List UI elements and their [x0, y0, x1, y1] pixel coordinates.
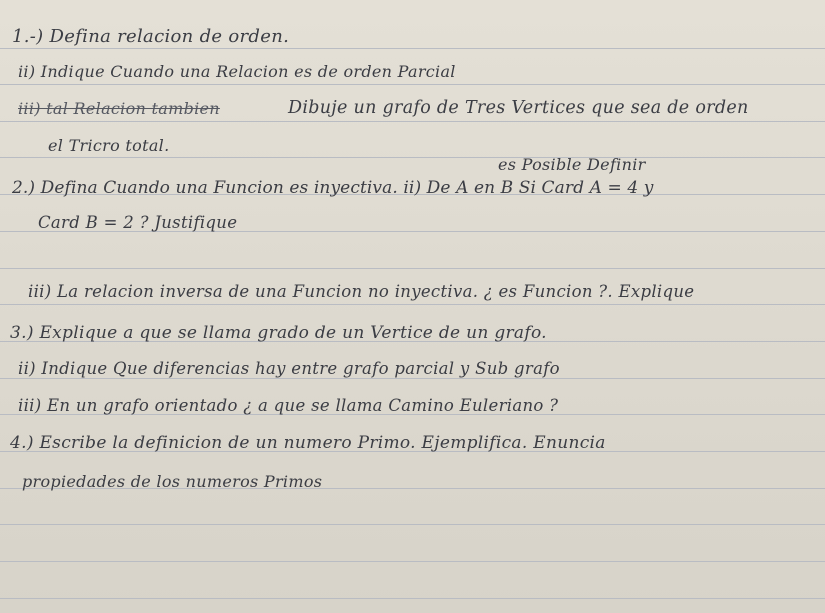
ruled-line: [0, 304, 825, 305]
ruled-line: [0, 157, 825, 158]
question-1-part-ii: ii) Indique Cuando una Relacion es de orden Parcial: [18, 62, 456, 81]
question-2-margin-note: es Posible Definir: [498, 155, 646, 174]
question-2-heading: 2.) Defina Cuando una Funcion es inyectiva. ii) De A en B Si Card A = 4 y: [12, 178, 654, 198]
question-1-part-iii-continued: el Tricro total.: [48, 136, 170, 155]
question-3-part-ii: ii) Indique Que diferencias hay entre grafo parcial y Sub grafo: [18, 359, 560, 378]
ruled-line: [0, 524, 825, 525]
question-1-part-iii-struck: iii) tal Relacion tambien: [18, 99, 220, 118]
ruled-line: [0, 378, 825, 379]
ruled-line: [0, 561, 825, 562]
ruled-line: [0, 121, 825, 122]
question-4-continued: propiedades de los numeros Primos: [22, 472, 323, 491]
ruled-line: [0, 598, 825, 599]
question-1-part-iii: Dibuje un grafo de Tres Vertices que sea de orden: [288, 98, 749, 118]
ruled-line: [0, 268, 825, 269]
question-4-heading: 4.) Escribe la definicion de un numero Primo. Ejemplifica. Enuncia: [10, 433, 606, 453]
question-3-part-iii: iii) En un grafo orientado ¿ a que se llama Camino Euleriano ?: [18, 396, 559, 415]
question-2-continued: Card B = 2 ? Justifique: [38, 213, 238, 232]
question-2-part-iii: iii) La relacion inversa de una Funcion no inyectiva. ¿ es Funcion ?. Explique: [28, 282, 695, 301]
question-1-heading: 1.-) Defina relacion de orden.: [12, 26, 290, 47]
question-3-heading: 3.) Explique a que se llama grado de un Vertice de un grafo.: [10, 323, 547, 343]
ruled-line: [0, 48, 825, 49]
ruled-line: [0, 84, 825, 85]
